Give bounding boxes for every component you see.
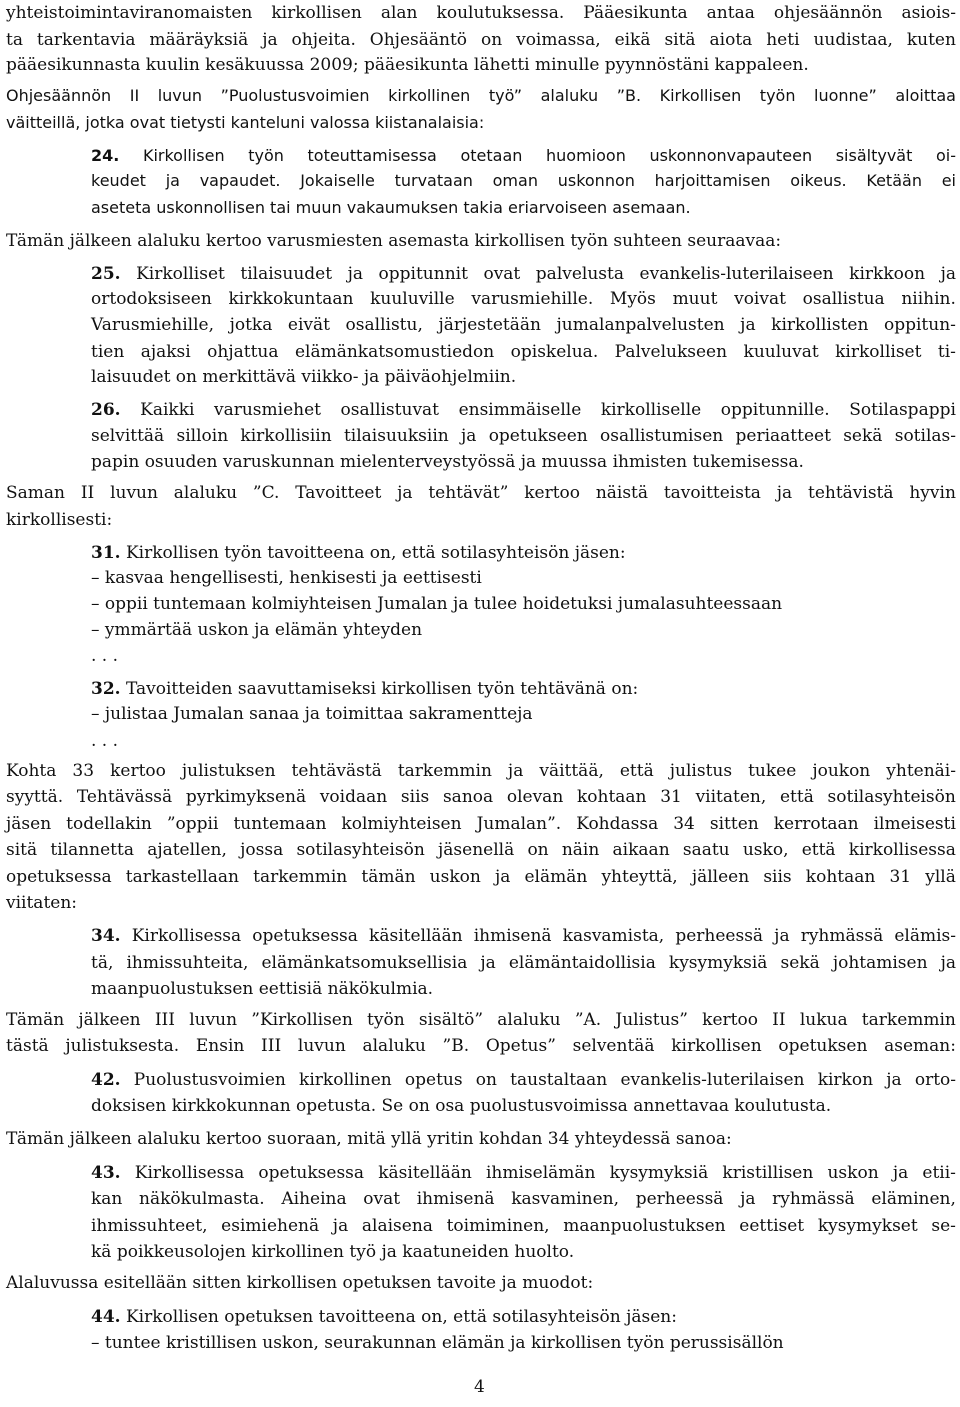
text-line: sitä tilannetta ajatellen, jossa sotilasyhteisön jäsenellä on näin aikaan saatu usko, että kirkollisessa [6, 840, 956, 860]
quote-line: maanpuolustuksen eettisiä näkökulmia. [91, 979, 434, 999]
quote-line: 43. Kirkollisessa opetuksessa käsitellään ihmiselämän kysymyksiä kristillisen uskon ja etii- [91, 1163, 956, 1183]
quote-line: ortodoksiseen kirkkokuntaan kuuluville varusmiehille. Myös muut voivat osallistua niihin. [91, 289, 956, 309]
text-line: Tämän jälkeen III luvun ”Kirkollisen työn sisältö” alaluku ”A. Julistus” kertoo II lukua tarkemmin [6, 1010, 956, 1030]
quote-line: ihmissuhteet, esimiehenä ja alaisena toimiminen, maanpuolustuksen eettiset kysymykset se- [91, 1216, 956, 1236]
quote-line: 26. Kaikki varusmiehet osallistuvat ensimmäiselle kirkolliselle oppitunnille. Sotilaspappi [91, 400, 956, 420]
quote-line: 44. Kirkollisen opetuksen tavoitteena on, että sotilasyhteisön jäsen: [91, 1307, 677, 1327]
quote-line: selvittää silloin kirkollisiin tilaisuuksiin ja opetukseen osallistumisen periaatteet sekä sotilas- [91, 426, 956, 446]
quote-line: – tuntee kristillisen uskon, seurakunnan elämän ja kirkollisen työn perussisällön [91, 1333, 784, 1353]
text-line: viitaten: [6, 893, 78, 913]
quote-line: tien ajaksi ohjattua elämänkatsomustiedon opiskelua. Palvelukseen kuuluvat kirkolliset ti- [91, 342, 956, 362]
text-line: Saman II luvun alaluku ”C. Tavoitteet ja tehtävät” kertoo näistä tavoitteista ja tehtävistä hyvin [6, 483, 956, 503]
quote-line: kan näkökulmasta. Aiheina ovat ihmisenä kasvaminen, perheessä ja ryhmässä eläminen, [91, 1189, 956, 1209]
quote-line: . . . [91, 731, 119, 751]
text-line: Alaluvussa esitellään sitten kirkollisen opetuksen tavoite ja muodot: [6, 1273, 594, 1293]
quote-line: 25. Kirkolliset tilaisuudet ja oppitunnit ovat palvelusta evankelis-luterilaiseen kirkkoon ja [91, 264, 956, 284]
quote-line: – julistaa Jumalan sanaa ja toimittaa sakramentteja [91, 704, 533, 724]
quote-line: doksisen kirkkokunnan opetusta. Se on osa puolustusvoimissa annettavaa koulutusta. [91, 1096, 832, 1116]
text-line: ta tarkentavia määräyksiä ja ohjeita. Ohjesääntö on voimassa, eikä sitä aiota heti uudistaa, kuten [6, 30, 956, 50]
quote-line: 32. Tavoitteiden saavuttamiseksi kirkollisen työn tehtävänä on: [91, 679, 639, 699]
text-line: syyttä. Tehtävässä pyrkimyksenä voidaan siis sanoa olevan kohtaan 31 viitaten, että sotilasyhteisön [6, 787, 956, 807]
text-line: pääesikunnasta kuulin kesäkuussa 2009; pääesikunta lähetti minulle pyynnöstäni kappaleen. [6, 55, 809, 75]
quote-line: 42. Puolustusvoimien kirkollinen opetus on taustaltaan evankelis-luterilaisen kirkon ja orto- [91, 1070, 956, 1090]
text-line: jäsen todellakin ”oppii tuntemaan kolmiyhteisen Jumalan”. Kohdassa 34 sitten kerrotaan ilmeisesti [6, 814, 956, 834]
quote-line: – ymmärtää uskon ja elämän yhteyden [91, 620, 423, 640]
text-line: yhteistoimintaviranomaisten kirkollisen alan koulutuksessa. Pääesikunta antaa ohjesäännön asiois- [6, 3, 956, 23]
quote-line: 24. Kirkollisen työn toteuttamisessa otetaan huomioon uskonnonvapauteen sisältyvät oi- [91, 146, 956, 165]
quote-line: keudet ja vapaudet. Jokaiselle turvataan oman uskonnon harjoittamisen oikeus. Ketään ei [91, 171, 956, 190]
quote-line: Varusmiehille, jotka eivät osallistu, järjestetään jumalanpalvelusten ja kirkollisten oppitun- [91, 315, 956, 335]
quote-line: 34. Kirkollisessa opetuksessa käsitellään ihmisenä kasvamista, perheessä ja ryhmässä elämis- [91, 926, 956, 946]
text-line: Tämän jälkeen alaluku kertoo suoraan, mitä yllä yritin kohdan 34 yhteydessä sanoa: [6, 1129, 732, 1149]
text-line: opetuksessa tarkastellaan tarkemmin tämän uskon ja elämän yhteyttä, jälleen siis kohtaan 31 yllä [6, 867, 956, 887]
quote-line: – oppii tuntemaan kolmiyhteisen Jumalan ja tulee hoidetuksi jumalasuhteessaan [91, 594, 783, 614]
text-line: väitteillä, jotka ovat tietysti kanteluni valossa kiistanalaisia: [6, 113, 485, 132]
quote-line: 31. Kirkollisen työn tavoitteena on, että sotilasyhteisön jäsen: [91, 543, 626, 563]
text-line: Tämän jälkeen alaluku kertoo varusmiesten asemasta kirkollisen työn suhteen seuraavaa: [6, 231, 782, 251]
text-line: kirkollisesti: [6, 510, 113, 530]
quote-line: – kasvaa hengellisesti, henkisesti ja eettisesti [91, 568, 482, 588]
quote-line: papin osuuden varuskunnan mielenterveystyössä ja muussa ihmisten tukemisessa. [91, 452, 804, 472]
quote-line: . . . [91, 646, 119, 666]
quote-line: tä, ihmissuhteita, elämänkatsomuksellisia ja elämäntaidollisia kysymyksiä sekä johtamisen ja [91, 953, 956, 973]
page-number: 4 [474, 1377, 485, 1397]
quote-line: kä poikkeusolojen kirkollinen työ ja kaatuneiden huolto. [91, 1242, 575, 1262]
text-line: Kohta 33 kertoo julistuksen tehtävästä tarkemmin ja väittää, että julistus tukee joukon yhtenäi- [6, 761, 956, 781]
quote-line: laisuudet on merkittävä viikko- ja päiväohjelmiin. [91, 367, 517, 387]
quote-line: aseteta uskonnollisen tai muun vakaumuksen takia eriarvoiseen asemaan. [91, 198, 691, 217]
text-line: tästä julistuksesta. Ensin III luvun alaluku ”B. Opetus” selventää kirkollisen opetuksen aseman: [6, 1036, 956, 1056]
text-line: Ohjesäännön II luvun ”Puolustusvoimien kirkollinen työ” alaluku ”B. Kirkollisen työn luonne” aloittaa [6, 86, 956, 105]
